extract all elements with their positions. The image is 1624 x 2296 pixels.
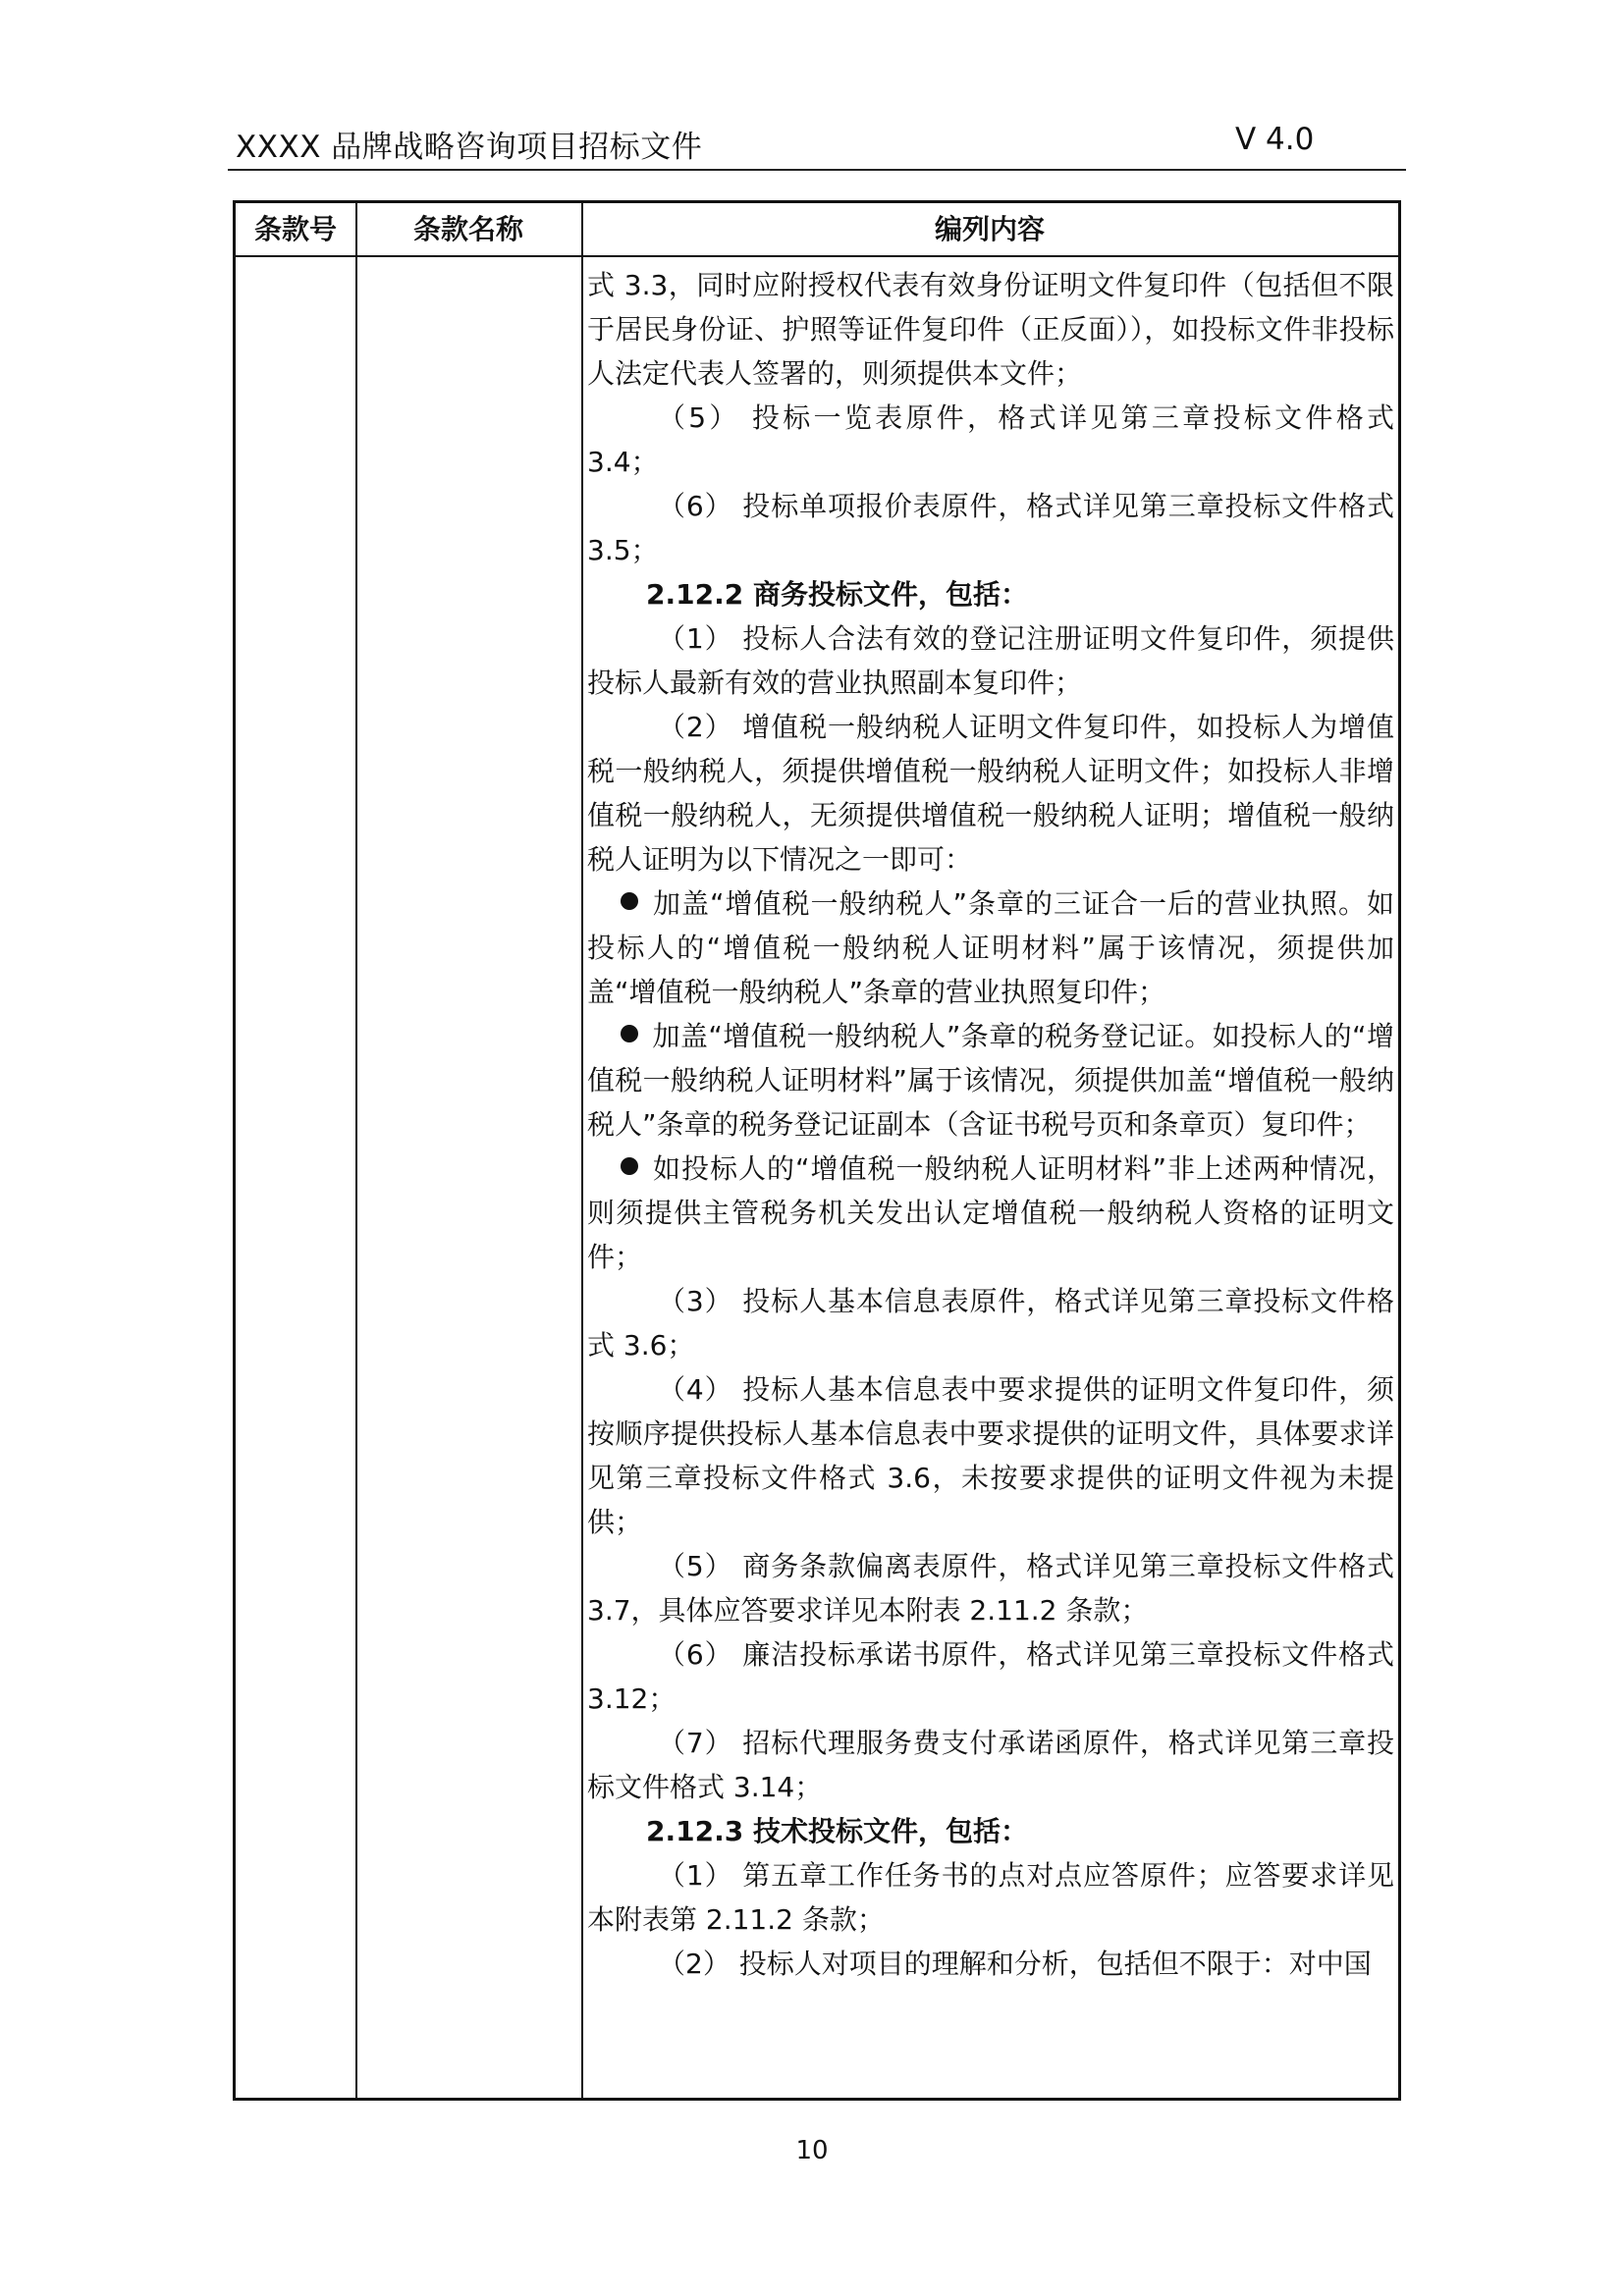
bullet-text: 加盖“增值税一般纳税人”条章的税务登记证。如投标人的“增值税一般纳税人证明材料”属于该情况，须提供加盖“增值税一般纳税人”条章的税务登记证副本（含证书税号页和条章页）复印件； <box>587 1020 1394 1141</box>
section-heading: 2.12.3 技术投标文件，包括： <box>646 1815 1028 1847</box>
column-header-content: 编列内容 <box>934 213 1045 245</box>
column-divider <box>355 203 357 2098</box>
paragraph: （6） 廉洁投标承诺书原件，格式详见第三章投标文件格式 3.12； <box>587 1638 1394 1715</box>
bullet-text: 加盖“增值税一般纳税人”条章的三证合一后的营业执照。如投标人的“增值税一般纳税人证明材料”属于该情况，须提供加盖“增值税一般纳税人”条章的营业执照复印件； <box>587 887 1394 1008</box>
bullet-text: 如投标人的“增值税一般纳税人证明材料”非上述两种情况，则须提供主管税务机关发出认定增值税一般纳税人资格的证明文件； <box>587 1152 1394 1273</box>
bullet-item <box>587 1147 1394 1279</box>
paragraph: （7） 招标代理服务费支付承诺函原件，格式详见第三章投标文件格式 3.14； <box>587 1727 1394 1803</box>
paragraph: 式 3.3，同时应附授权代表有效身份证明文件复印件（包括但不限于居民身份证、护照等证件复印件（正反面）），如投标文件非投标人法定代表人签署的，则须提供本文件； <box>587 269 1394 390</box>
paragraph: （5） 投标一览表原件，格式详见第三章投标文件格式 3.4； <box>587 401 1394 478</box>
table-header-row <box>236 203 1398 257</box>
clause-table <box>233 200 1401 2101</box>
content-cell <box>587 263 1394 1986</box>
section-heading: 2.12.2 商务投标文件，包括： <box>646 578 1028 611</box>
page-number: 10 <box>795 2136 829 2165</box>
paragraph: （6） 投标单项报价表原件，格式详见第三章投标文件格式 3.5； <box>587 490 1394 566</box>
paragraph: （3） 投标人基本信息表原件，格式详见第三章投标文件格式 3.6； <box>587 1285 1394 1362</box>
bullet-icon <box>621 1025 638 1042</box>
paragraph: （1） 第五章工作任务书的点对点应答原件；应答要求详见本附表第 2.11.2 条款； <box>587 1859 1394 1936</box>
paragraph: （4） 投标人基本信息表中要求提供的证明文件复印件，须按顺序提供投标人基本信息表中要求提供的证明文件，具体要求详见第三章投标文件格式 3.6，未按要求提供的证明文件视为未提供； <box>587 1373 1394 1538</box>
document-version: V 4.0 <box>1235 122 1315 157</box>
paragraph: （2） 投标人对项目的理解和分析，包括但不限于：对中国 <box>658 1948 1372 1980</box>
column-divider <box>581 203 583 2098</box>
paragraph: （5） 商务条款偏离表原件，格式详见第三章投标文件格式 3.7，具体应答要求详见本附表 2.11.2 条款； <box>587 1550 1394 1627</box>
bullet-icon <box>621 1157 638 1175</box>
document-title: XXXX 品牌战略咨询项目招标文件 <box>236 130 703 165</box>
bullet-item <box>587 881 1394 1014</box>
paragraph: （1） 投标人合法有效的登记注册证明文件复印件，须提供投标人最新有效的营业执照副本复印件； <box>587 622 1394 699</box>
bullet-icon <box>621 892 638 910</box>
column-header-clause-name: 条款名称 <box>412 213 523 245</box>
header-divider <box>228 169 1406 171</box>
column-header-clause-no: 条款号 <box>253 213 337 245</box>
paragraph: （2） 增值税一般纳税人证明文件复印件，如投标人为增值税一般纳税人，须提供增值税一般纳税人证明文件；如投标人非增值税一般纳税人，无须提供增值税一般纳税人证明；增值税一般纳税人证明为以下情况之一即可： <box>587 711 1394 876</box>
bullet-item <box>587 1014 1394 1147</box>
